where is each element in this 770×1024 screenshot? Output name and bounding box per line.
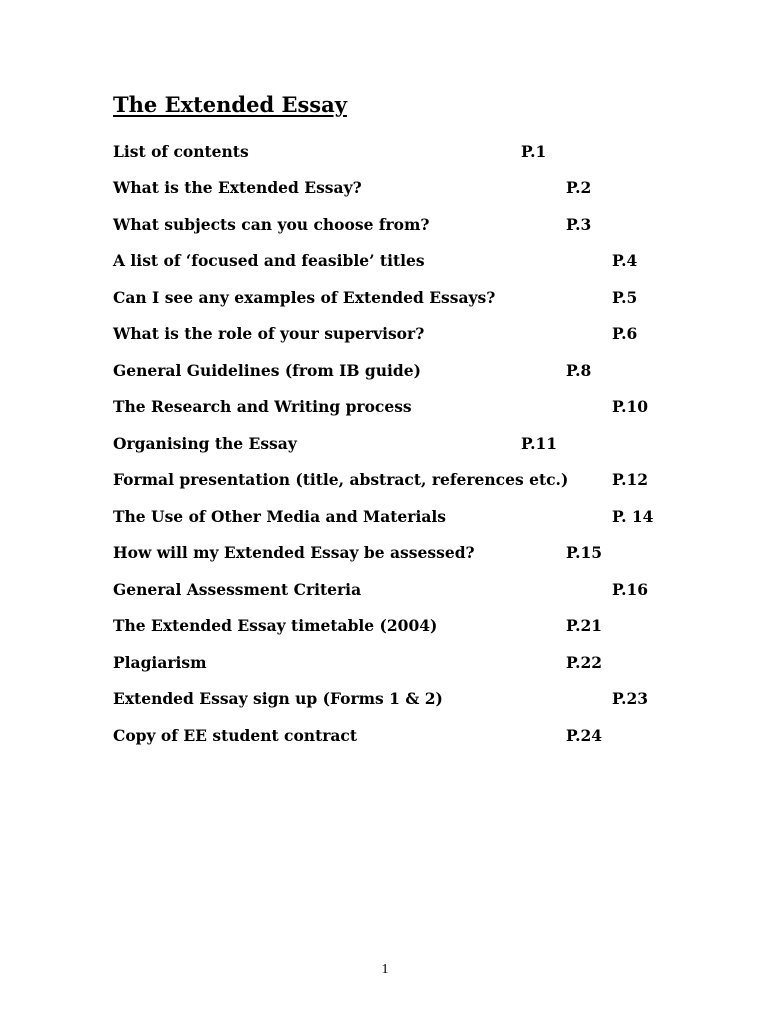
toc-entry-page: P.6 bbox=[612, 324, 638, 343]
toc-entry-label: Can I see any examples of Extended Essays? bbox=[113, 288, 496, 307]
toc-entry-label: Formal presentation (title, abstract, references etc.) bbox=[113, 470, 569, 489]
toc-entry-label: The Use of Other Media and Materials bbox=[113, 507, 446, 526]
page-number: 1 bbox=[381, 962, 389, 977]
toc-entry-page: P.8 bbox=[566, 361, 592, 380]
toc-entry-page: P.1 bbox=[521, 142, 547, 161]
toc-entry-page: P.10 bbox=[612, 397, 649, 416]
toc-entry-label: The Research and Writing process bbox=[113, 397, 412, 416]
toc-entry bbox=[0, 434, 770, 456]
toc-entry-label: What subjects can you choose from? bbox=[113, 215, 430, 234]
toc-entry bbox=[0, 397, 770, 419]
toc-entry-page: P.2 bbox=[566, 178, 592, 197]
toc-entry-page: P.22 bbox=[566, 653, 603, 672]
toc-entry-page: P.11 bbox=[521, 434, 558, 453]
toc-entry bbox=[0, 361, 770, 383]
toc-entry-page: P.24 bbox=[566, 726, 603, 745]
toc-entry-page: P.5 bbox=[612, 288, 638, 307]
toc-entry-label: What is the Extended Essay? bbox=[113, 178, 362, 197]
toc-entry bbox=[0, 470, 770, 492]
toc-entry-label: Plagiarism bbox=[113, 653, 207, 672]
toc-entry bbox=[0, 251, 770, 273]
toc-entry bbox=[0, 580, 770, 602]
toc-entry-label: Extended Essay sign up (Forms 1 & 2) bbox=[113, 689, 443, 708]
toc-entry-label: General Assessment Criteria bbox=[113, 580, 362, 599]
toc-entry-page: P.21 bbox=[566, 616, 603, 635]
toc-entry bbox=[0, 616, 770, 638]
toc-entry-page: P.15 bbox=[566, 543, 603, 562]
toc-entry-label: What is the role of your supervisor? bbox=[113, 324, 425, 343]
toc-entry bbox=[0, 324, 770, 346]
toc-entry-page: P.3 bbox=[566, 215, 592, 234]
toc-entry-label: The Extended Essay timetable (2004) bbox=[113, 616, 438, 635]
toc-entry bbox=[0, 142, 770, 164]
toc-entry bbox=[0, 543, 770, 565]
document-title: The Extended Essay bbox=[113, 92, 347, 117]
toc-entry bbox=[0, 689, 770, 711]
toc-entry bbox=[0, 178, 770, 200]
toc-entry-page: P.16 bbox=[612, 580, 649, 599]
toc-entry-label: Organising the Essay bbox=[113, 434, 297, 453]
toc-entry bbox=[0, 288, 770, 310]
toc-entry-page: P.12 bbox=[612, 470, 649, 489]
toc-entry bbox=[0, 215, 770, 237]
toc-entry-label: How will my Extended Essay be assessed? bbox=[113, 543, 475, 562]
toc-entry-label: General Guidelines (from IB guide) bbox=[113, 361, 421, 380]
toc-entry-page: P.23 bbox=[612, 689, 649, 708]
toc-entry-label: List of contents bbox=[113, 142, 249, 161]
toc-entry-page: P.4 bbox=[612, 251, 638, 270]
toc-entry-label: A list of ‘focused and feasible’ titles bbox=[113, 251, 425, 270]
toc-entry bbox=[0, 507, 770, 529]
toc-entry-page: P. 14 bbox=[612, 507, 654, 526]
toc-entry bbox=[0, 653, 770, 675]
toc-entry bbox=[0, 726, 770, 748]
toc-entry-label: Copy of EE student contract bbox=[113, 726, 358, 745]
